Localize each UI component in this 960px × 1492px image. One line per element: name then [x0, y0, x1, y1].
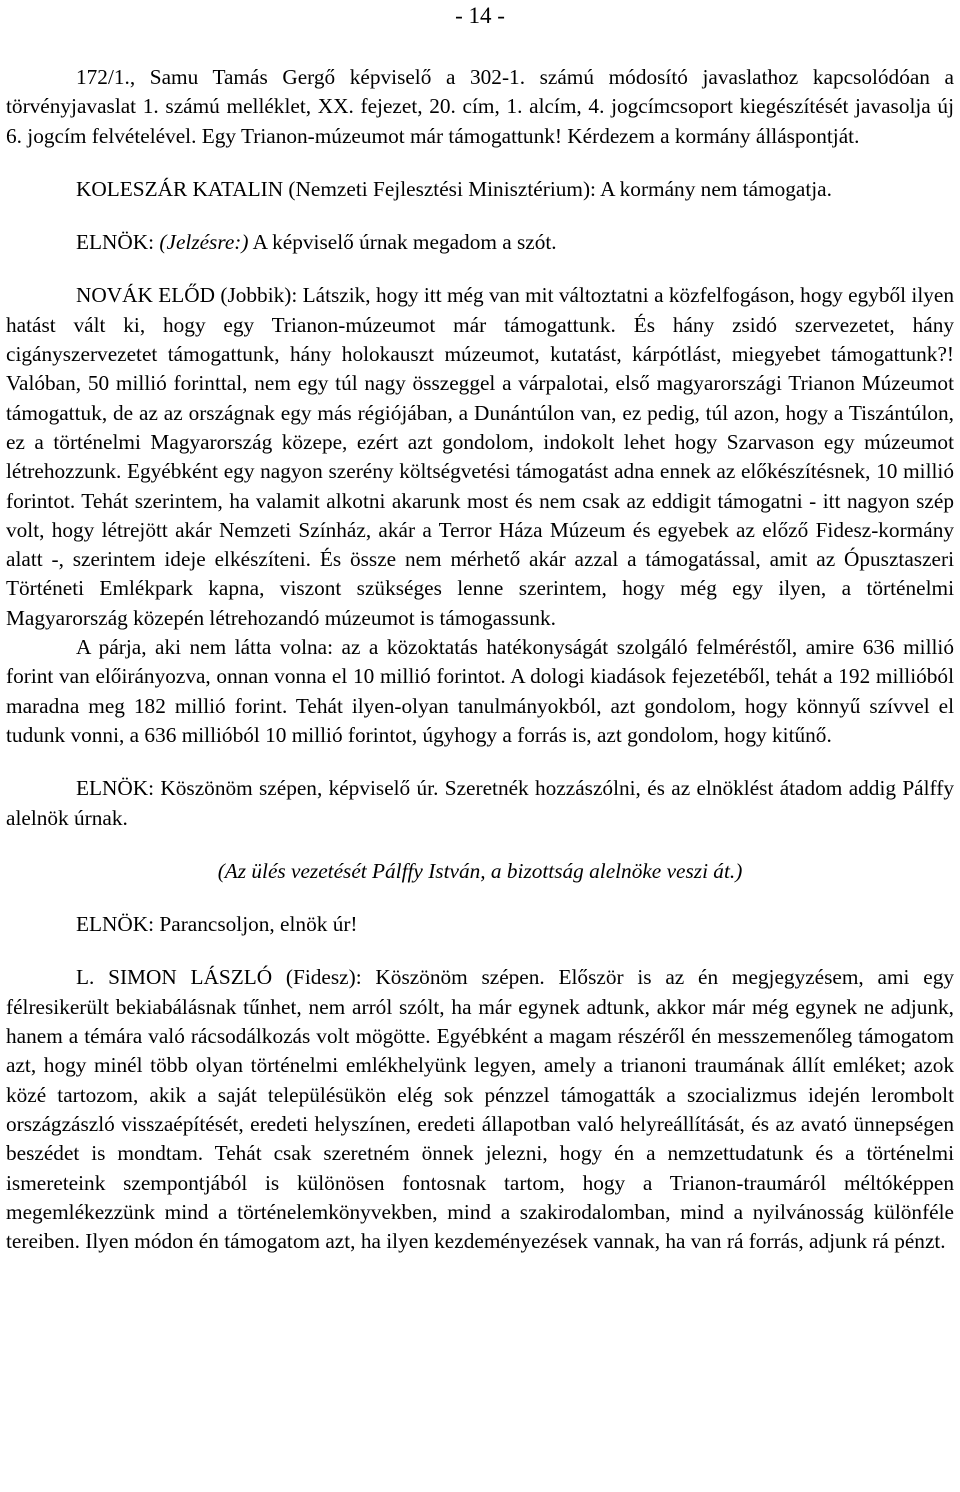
paragraph-koleszar-katalin: KOLESZÁR KATALIN (Nemzeti Fejlesztési Minisztérium): A kormány nem támogatja.: [76, 176, 832, 201]
stage-direction: [6, 857, 954, 886]
paragraph-elnok-handover: ELNÖK: Köszönöm szépen, képviselő úr. Szeretnék hozzászólni, és az elnöklést átadom addig Pálffy alelnök úrnak.: [6, 776, 954, 830]
paragraph-novak-elod-continued: A párja, aki nem látta volna: az a közoktatás hatékonyságát szolgáló felméréstől, amire 636 millió forint van előirányozva, onnan vonna el 10 millió forintot. A dologi kiadások fejezetéből, tehát a 192 millióból maradna meg 182 millió forint. Tehát ilyen-olyan tanulmányokból, azt gondolom, hogy könnyű szívvel el tudunk vonni, a 636 millióból 10 millió forintot, úgyhogy a forrás is, azt gondolom, hogy kitűnő.: [6, 635, 954, 747]
paragraph-amendment-172: 172/1., Samu Tamás Gergő képviselő a 302-1. számú módosító javaslathoz kapcsolódóan a törvényjavaslat 1. számú melléklet, XX. fejezet, 20. cím, 1. alcím, 4. jogcímcsoport kiegészítését javasolja új 6. jogcím felvételével. Egy Trianon-múzeumot már támogattunk! Kérdezem a kormány álláspontját.: [6, 65, 954, 148]
paragraph-elnok-floor: [6, 228, 954, 257]
paragraph-elnok-parancsoljon: ELNÖK: Parancsoljon, elnök úr!: [76, 912, 358, 937]
page-number: - 14 -: [455, 3, 505, 28]
stage-note: (Jelzésre:): [159, 230, 249, 255]
speaker-label: ELNÖK:: [76, 230, 160, 255]
paragraph-text: A képviselő úrnak megadom a szót.: [248, 230, 557, 255]
stage-direction-text: (Az ülés vezetését Pálffy István, a bizottság alelnöke veszi át.): [217, 858, 743, 883]
paragraph-novak-elod: NOVÁK ELŐD (Jobbik): Látszik, hogy itt még van mit változtatni a közfelfogáson, hogy egyből ilyen hatást vált ki, hogy egy Trianon-múzeumot már támogattunk. És hány zsidó szervezetet, hány cigányszervezetet támogattunk, hány holokauszt múzeumot, kutatást, kárpótlást, miegyebet támogattunk?! Valóban, 50 millió forinttal, nem egy túl nagy összeggel a várpalotai, első magyarországi Trianon Múzeumot támogattuk, de az az országnak egy más régiójában, a Dunántúlon van, ez pedig, túl azon, hogy a Tiszántúlon, ez a történelmi Magyarország közepe, ezért azt gondolom, indokolt lehet hogy Szarvason egy múzeumot létrehozzunk. Egyébként egy nagyon szerény költségvetési támogatást adna ennek az előkészítésnek, 10 millió forintot. Tehát szerintem, ha valamit alkotni akarunk most és nem csak az eddigit támogatni - itt nagyon szép volt, hogy létrejött akár Nemzeti Színház, akár a Terror Háza Múzeum és egyebek az előző Fidesz-kormány alatt -, szerintem ideje elkészíteni. És össze nem mérhető akár azzal a támogatással, amit az Ópusztaszeri Történeti Emlékpark kapna, viszont szükséges lenne szerintem, hogy még egy ilyen, a történelmi Magyarország közepén létrehozandó múzeumot is támogassunk.: [6, 283, 954, 630]
paragraph-l-simon-laszlo: L. SIMON LÁSZLÓ (Fidesz): Köszönöm szépen. Először is az én megjegyzésem, ami egy félresikerült bekiabálásnak tűnhet, nem arról szólt, ha már egynek adtunk, akkor már még egynek ne adjunk, hanem a témára való rácsodálkozás volt mögötte. Egyébként a magam részéről én messzemenőleg támogatom azt, hogy minél több olyan történelmi emlékhelyünk legyen, amely a trianoni traumának állít emléket; azok közé tartozom, akik a saját településükön elég sok pénzzel támogatták a szocializmus idején lerombolt országzászló visszaépítését, eredeti helyszínen, eredeti állapotban való helyreállítását, és az avató ünnepségen beszédet is mondtam. Tehát csak szeretném önnek jelezni, hogy én a nemzettudatunk és a történelmi ismereteink szempontjából is különösen fontosnak tartom, hogy a Trianon-traumáról méltóképpen megemlékezzünk mind a történelemkönyvekben, mind a szakirodalomban, mind a nyilvánosság különféle tereiben. Ilyen módon én támogatom azt, ha ilyen kezdeményezések vannak, ha van rá forrás, adjunk rá pénzt.: [6, 965, 954, 1254]
document-page: [6, 0, 954, 1256]
